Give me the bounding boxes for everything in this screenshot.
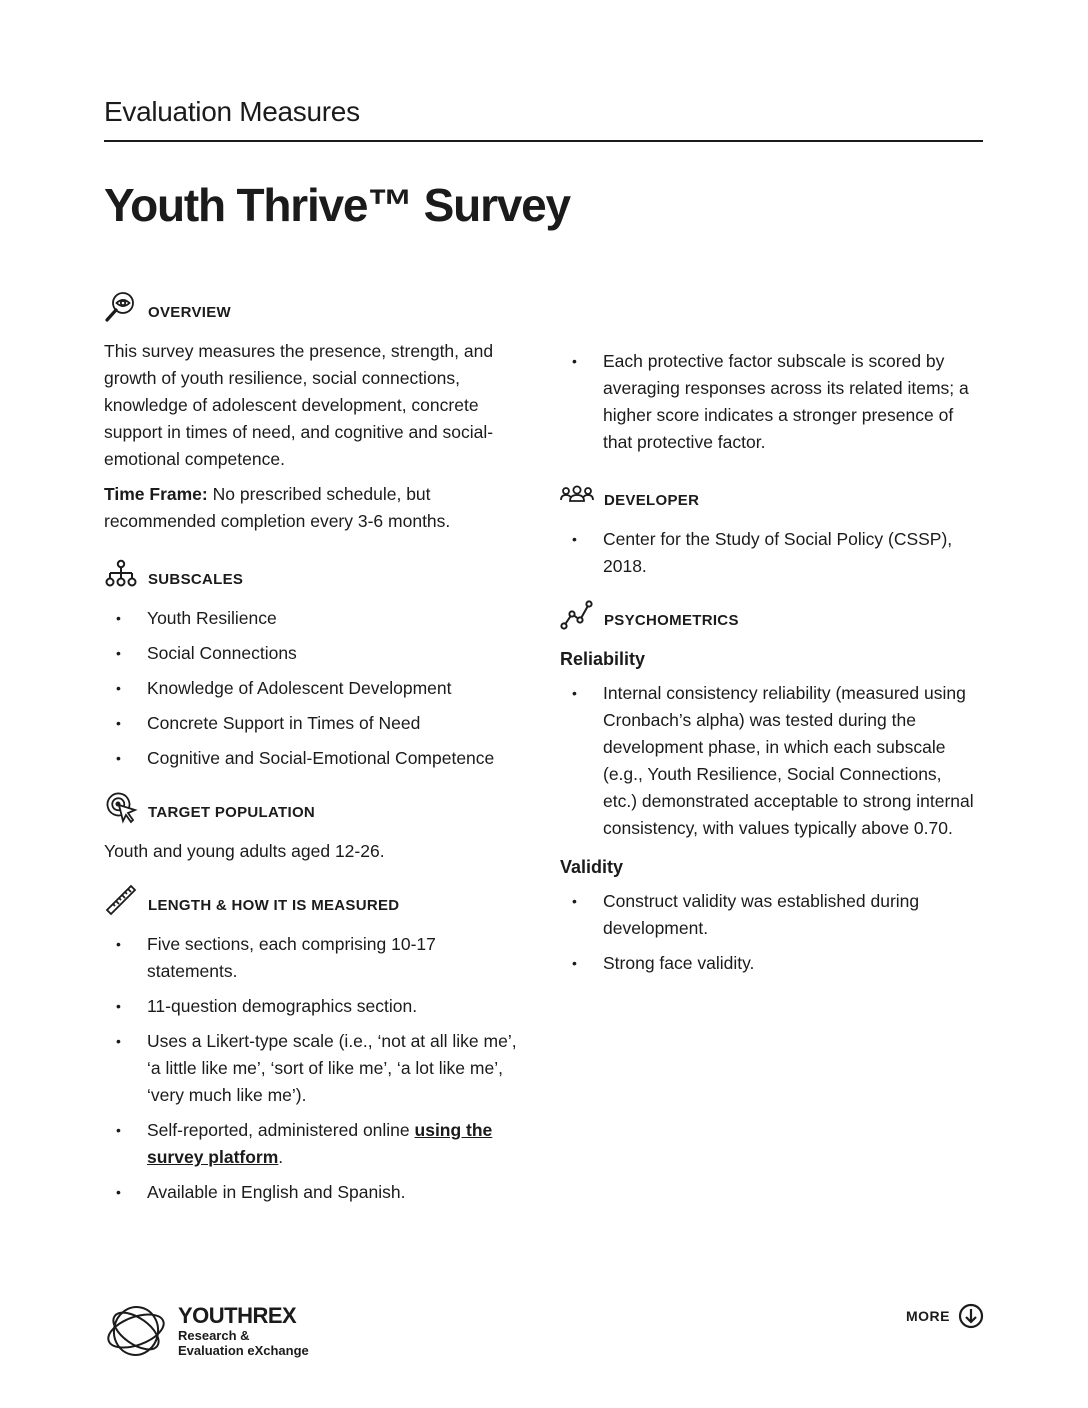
reliability-list (560, 680, 980, 842)
subscales-list (104, 605, 524, 772)
target-section (104, 790, 524, 865)
list-item: • Concrete Support in Times of Need (104, 710, 524, 737)
list-item: • Construct validity was established during development. (560, 888, 980, 942)
list-item: • Knowledge of Adolescent Development (104, 675, 524, 702)
overview-section (104, 290, 524, 535)
people-group-icon (560, 478, 594, 512)
right-column (560, 348, 980, 995)
list-item: • Five sections, each comprising 10-17 statements. (104, 931, 524, 985)
survey-platform-link[interactable]: using the survey platform (147, 1120, 493, 1167)
list-item: • Each protective factor subscale is scored by averaging responses across its related items; a higher score indicates a stronger presence of that protective factor. (560, 348, 980, 456)
reliability-heading: Reliability (560, 649, 646, 669)
target-text: Youth and young adults aged 12-26. (104, 841, 385, 861)
youthrex-logo (104, 1300, 309, 1362)
target-cursor-icon (104, 790, 138, 824)
length-section (104, 883, 524, 1206)
brand-name: YOUTHREX (178, 1303, 297, 1328)
time-frame (104, 481, 524, 535)
validity-heading: Validity (560, 857, 624, 877)
left-column (104, 290, 524, 1224)
list-item: • Youth Resilience (104, 605, 524, 632)
line-graph-icon (560, 598, 594, 632)
developer-list (560, 526, 980, 580)
brand-line-3: Evaluation eXchange (178, 1343, 309, 1358)
brand-text (178, 1304, 309, 1358)
length-heading: LENGTH & HOW IT IS MEASURED (148, 896, 400, 914)
list-item: • Uses a Likert-type scale (i.e., ‘not at all like me’, ‘a little like me’, ‘sort of like me’, ‘a lot like me’, ‘very much like me’). (104, 1028, 524, 1109)
overview-heading: OVERVIEW (148, 303, 231, 321)
scoring-section (560, 348, 980, 456)
list-item (104, 1117, 524, 1171)
psychometrics-heading: PSYCHOMETRICS (604, 611, 739, 629)
scoring-list (560, 348, 980, 456)
page-title: Youth Thrive™ Survey (104, 179, 570, 231)
target-heading: TARGET POPULATION (148, 803, 316, 821)
online-suffix: . (278, 1147, 284, 1167)
validity-list (560, 888, 980, 977)
overview-text: This survey measures the presence, strength, and growth of youth resilience, social connections, knowledge of adolescent development, concrete support in times of need, and cognitive and social-emotional competence. (104, 341, 494, 469)
developer-heading: DEVELOPER (604, 491, 700, 509)
list-item: • 11-question demographics section. (104, 993, 524, 1020)
time-frame-label: Time Frame: (104, 484, 208, 504)
list-item: • Cognitive and Social-Emotional Competence (104, 745, 524, 772)
eye-magnifier-icon (104, 290, 138, 324)
time-frame-text: No prescribed schedule, but recommended completion every 3-6 months. (104, 484, 451, 531)
ruler-icon (104, 883, 138, 917)
list-item: • Strong face validity. (560, 950, 980, 977)
list-item: • Center for the Study of Social Policy (CSSP), 2018. (560, 526, 980, 580)
youthrex-logo-icon (104, 1300, 168, 1362)
length-list (104, 931, 524, 1206)
more-button[interactable] (906, 1303, 984, 1329)
list-item: • Social Connections (104, 640, 524, 667)
list-item: • Available in English and Spanish. (104, 1179, 524, 1206)
online-prefix: Self-reported, administered online (147, 1120, 415, 1140)
brand-line-2: Research & (178, 1328, 250, 1343)
more-label: MORE (906, 1308, 950, 1324)
subscales-heading: SUBSCALES (148, 570, 244, 588)
hierarchy-icon (104, 557, 138, 591)
arrow-down-circle-icon (958, 1303, 984, 1329)
list-item: • Internal consistency reliability (measured using Cronbach’s alpha) was tested during the development phase, in which each subscale (e.g., Youth Resilience, Social Connections, etc.) demonstrated acceptable to strong internal consistency, with values typically above 0.70. (560, 680, 980, 842)
developer-section (560, 478, 980, 580)
psychometrics-section (560, 598, 980, 977)
subscales-section (104, 557, 524, 772)
page-header: Evaluation Measures (104, 96, 983, 142)
